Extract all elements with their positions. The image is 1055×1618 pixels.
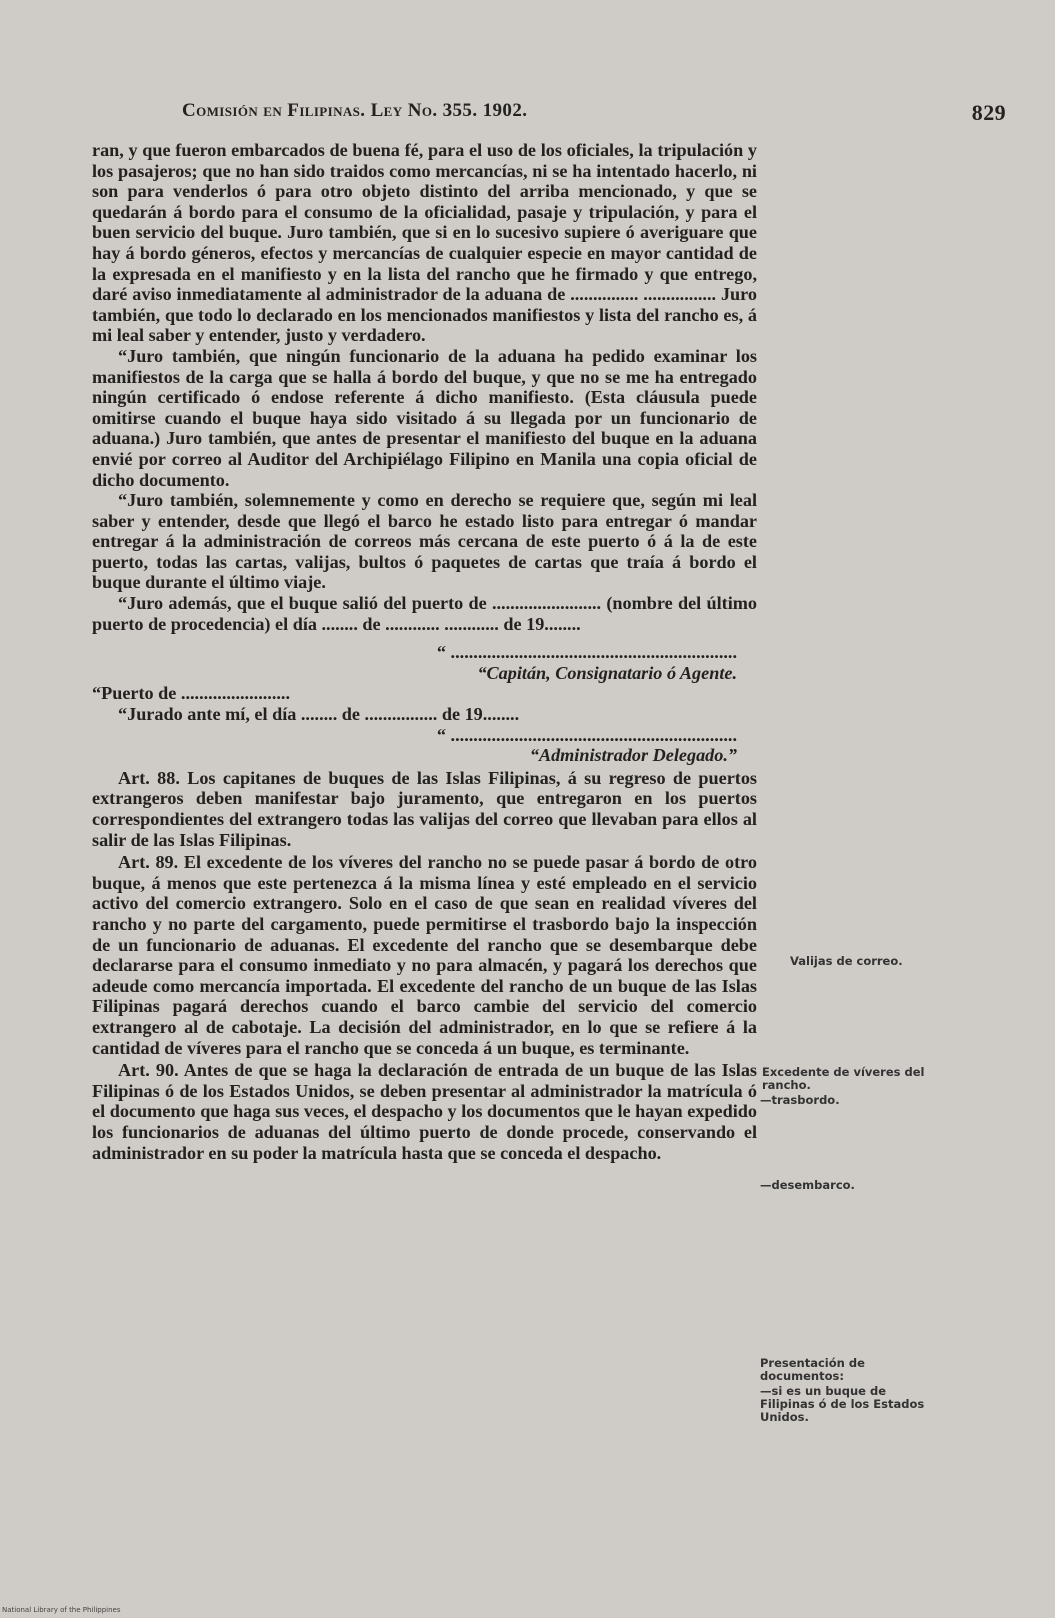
- article-90: Art. 90. Antes de que se haga la declaración de entrada de un buque de las Islas Filipinas ó de los Estados Unidos, se deben presentar al administrador la matrícula ó el documento que haga sus veces, el despacho y los documentos que le hayan expedido los funcionarios de aduanas del último puerto de donde procede, conservando el administrador en su poder la matrícula hasta que se conceda el despacho.: [92, 1060, 757, 1163]
- body-text: [92, 140, 757, 1163]
- sworn-line: “Jurado ante mí, el día ........ de ................ de 19........: [118, 704, 520, 725]
- margin-note: —trasbordo.: [760, 1093, 840, 1107]
- margin-note: —desembarco.: [760, 1178, 855, 1192]
- scan-footer: National Library of the Philippines: [2, 1606, 121, 1614]
- signature-line: “ ...............................................................: [436, 724, 737, 745]
- signature-caption: “Administrador Delegado.”: [529, 745, 737, 766]
- paragraph: ran, y que fueron embarcados de buena fé, para el uso de los oficiales, la tripulación y los pasajeros; que no han sido traidos como mercancías, ni se ha intentado hacerlo, ni son para venderlos ó para otro objeto distinto del arriba mencionado, y que se quedarán á bordo para el consumo de la oficialidad, pasaje y tripulación, y para el buen servicio del buque. Juro también, que si en lo sucesivo supiere ó averiguare que hay á bordo géneros, efectos y mercancías de cualquier especie en mayor cantidad de la expresada en el manifiesto y en la lista del rancho que he firmado y que entrego, daré aviso inmediatamente al administrador de la aduana de ............... ................ Juro también, que todo lo declarado en los mencionados manifiestos y lista del rancho es, á mi leal saber y entender, justo y verdadero.: [92, 140, 757, 346]
- page-number: 829: [971, 100, 1006, 125]
- article-88: Art. 88. Los capitanes de buques de las Islas Filipinas, á su regreso de puertos extrangeros deben manifestar bajo juramento, que entregaron en los puertos correspondientes del extrangero todas las valijas del correo que llevaban para ellos al salir de las Islas Filipinas.: [92, 767, 757, 850]
- margin-note: Presentación de documentos:: [760, 1356, 865, 1383]
- port-line: “Puerto de ........................: [92, 683, 291, 704]
- margin-note: —si es un buque de Filipinas ó de los Estados Unidos.: [760, 1384, 925, 1424]
- article-89: Art. 89. El excedente de los víveres del rancho no se puede pasar á bordo de otro buque, á menos que este pertenezca á la misma línea y esté empleado en el servicio activo del comercio extrangero. Solo en el caso de que sean en realidad víveres del rancho y no parte del cargamento, puede permitirse el trasbordo bajo la inspección de un funcionario de aduanas. El excedente del rancho que se desembarque debe declararse para el consumo inmediato y no para almacén, y pagará los derechos que adeude como mercancía importada. El excedente del rancho de un buque de las Islas Filipinas pagará derechos cuando el barco cambie del servicio del comercio extrangero al de cabotaje. La decisión del administrador, en lo que se refiere á la cantidad de víveres para el rancho que se conceda á un buque, es terminante.: [92, 852, 757, 1058]
- paragraph: “Juro también, solemnemente y como en derecho se requiere que, según mi leal saber y entender, desde que llegó el barco he estado listo para entregar ó mandar entregar á la administración de correos más cercana de este puerto ó á la de este puerto, todas las cartas, valijas, bultos ó paquetes de cartas que traía á bordo el buque durante el último viaje.: [92, 490, 757, 593]
- running-title: Comisión en Filipinas. Ley No. 355. 1902.: [182, 100, 528, 121]
- margin-note: Excedente de víveres del rancho.: [762, 1065, 925, 1092]
- signature-caption: “Capitán, Consignatario ó Agente.: [477, 662, 737, 683]
- signature-line: “ ...............................................................: [436, 642, 737, 663]
- paragraph: “Juro también, que ningún funcionario de la aduana ha pedido examinar los manifiestos de la carga que se halla á bordo del buque, y que no se me ha entregado ningún certificado ó endose referente á dicho manifiesto. (Esta cláusula puede omitirse cuando el buque haya sido visitado á su llegada por un funcionario de aduana.) Juro también, que antes de presentar el manifiesto del buque en la aduana envié por correo al Auditor del Archipiélago Filipino en Manila una copia oficial de dicho documento.: [92, 345, 757, 490]
- margin-note: Valijas de correo.: [790, 954, 903, 968]
- paragraph: “Juro además, que el buque salió del puerto de ........................ (nombre del último puerto de procedencia) el día ........ de ............ ............ de 19........: [92, 593, 757, 634]
